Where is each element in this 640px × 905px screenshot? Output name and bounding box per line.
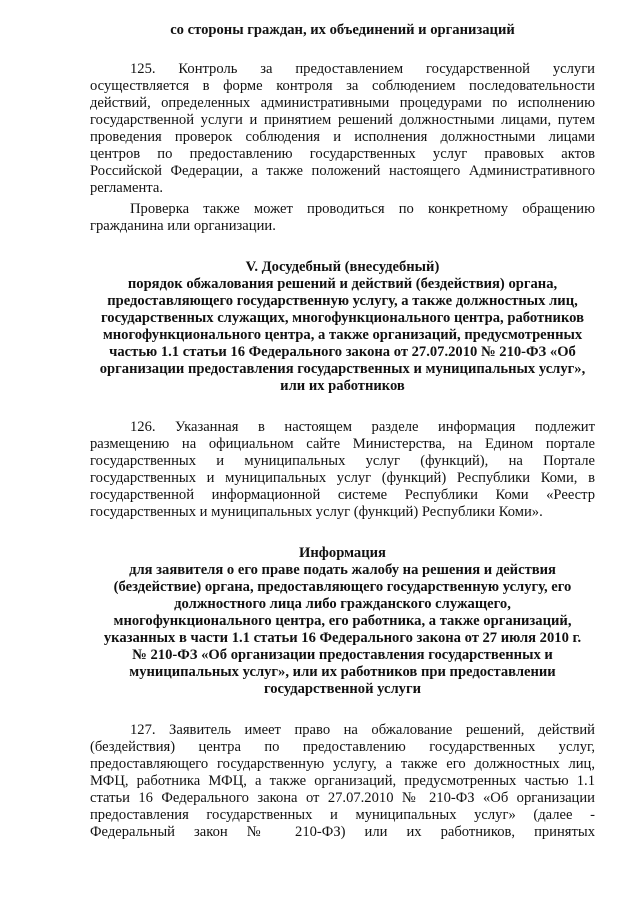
info-line: муниципальных услуг», или их работников при предоставлении — [129, 664, 556, 680]
section-5-line: частью 1.1 статьи 16 Федерального закона от 27.07.2010 № 210-ФЗ «Об — [109, 344, 576, 360]
info-line: должностного лица либо гражданского служащего, — [174, 596, 511, 612]
paragraph-line: предоставляющего государственную услугу, а также его должностных лиц, — [90, 756, 595, 772]
info-heading — [90, 545, 595, 698]
paragraph-line: предоставления государственных и муниципальных услуг» (далее - — [90, 807, 595, 823]
paragraph-line: гражданина или организации. — [90, 218, 276, 234]
section-5-line: предоставляющего государственную услугу, а также должностных лиц, — [107, 293, 578, 309]
paragraph-line: МФЦ, работника МФЦ, а также организаций, предусмотренных частью 1.1 — [90, 773, 595, 789]
paragraph-line: государственных и муниципальных услуг (функций) Республики Коми». — [90, 504, 543, 520]
paragraph-line: регламента. — [90, 180, 163, 196]
paragraph-line: действий, определенных административными процедурами по исполнению — [90, 95, 595, 111]
section-5-line: многофункционального центра, а также организаций, предусмотренных — [102, 327, 583, 343]
paragraph-126 — [90, 419, 595, 521]
section-5-line: или их работников — [280, 378, 405, 394]
paragraph-127 — [90, 722, 595, 841]
paragraph-line: 125. Контроль за предоставлением государственной услуги — [130, 61, 595, 77]
paragraph-125 — [90, 61, 595, 197]
paragraph-line: государственной информационной системе Республики Коми «Реестр — [90, 487, 595, 503]
paragraph-check — [90, 201, 595, 235]
paragraph-line: осуществляется в форме контроля за соблюдением последовательности — [90, 78, 595, 94]
info-line: для заявителя о его праве подать жалобу на решения и действия — [129, 562, 556, 578]
section-5-line: организации предоставления государственных и муниципальных услуг», — [99, 361, 586, 377]
info-title: Информация — [299, 545, 386, 561]
info-line: (бездействие) органа, предоставляющего государственную услугу, его — [113, 579, 572, 595]
top-heading — [90, 22, 595, 39]
section-5-line: государственных служащих, многофункционального центра, работников — [101, 310, 584, 326]
document-page — [90, 22, 595, 841]
paragraph-line: центров по предоставлению государственных услуг правовых актов — [90, 146, 595, 162]
info-line: указанных в части 1.1 статьи 16 Федерального закона от 27 июля 2010 г. — [103, 630, 582, 646]
section-5-title: V. Досудебный (внесудебный) — [245, 259, 440, 275]
paragraph-line: 126. Указанная в настоящем разделе информация подлежит — [130, 419, 595, 435]
paragraph-line: (бездействия) центра по предоставлению государственных услуг, — [90, 739, 595, 755]
section-5-line: порядок обжалования решений и действий (бездействия) органа, — [127, 276, 558, 292]
paragraph-line: 127. Заявитель имеет право на обжалование решений, действий — [130, 722, 595, 738]
paragraph-line: государственных и муниципальных услуг (функций), на Портале — [90, 453, 595, 469]
paragraph-line: Проверка также может проводиться по конкретному обращению — [130, 201, 595, 217]
paragraph-line: Российской Федерации, а также положений настоящего Административного — [90, 163, 595, 179]
info-line: многофункционального центра, его работника, а также организаций, — [113, 613, 572, 629]
top-heading-text: со стороны граждан, их объединений и организаций — [170, 22, 515, 38]
paragraph-line: государственной услуги и принятием решений должностными лицами, путем — [90, 112, 595, 128]
info-line: № 210-ФЗ «Об организации предоставления государственных и — [132, 647, 553, 663]
paragraph-line: проведения проверок соблюдения и исполнения должностными лицами — [90, 129, 595, 145]
paragraph-line: статьи 16 Федерального закона от 27.07.2010 № 210-ФЗ «Об организации — [90, 790, 595, 806]
info-line: государственной услуги — [263, 681, 422, 697]
paragraph-line: Федеральный закон № 210-ФЗ) или их работников, принятых — [90, 824, 595, 840]
paragraph-line: государственных и муниципальных услуг (функций) Республики Коми, в — [90, 470, 595, 486]
paragraph-line: размещению на официальном сайте Министерства, на Едином портале — [90, 436, 595, 452]
section-5-heading — [90, 259, 595, 395]
